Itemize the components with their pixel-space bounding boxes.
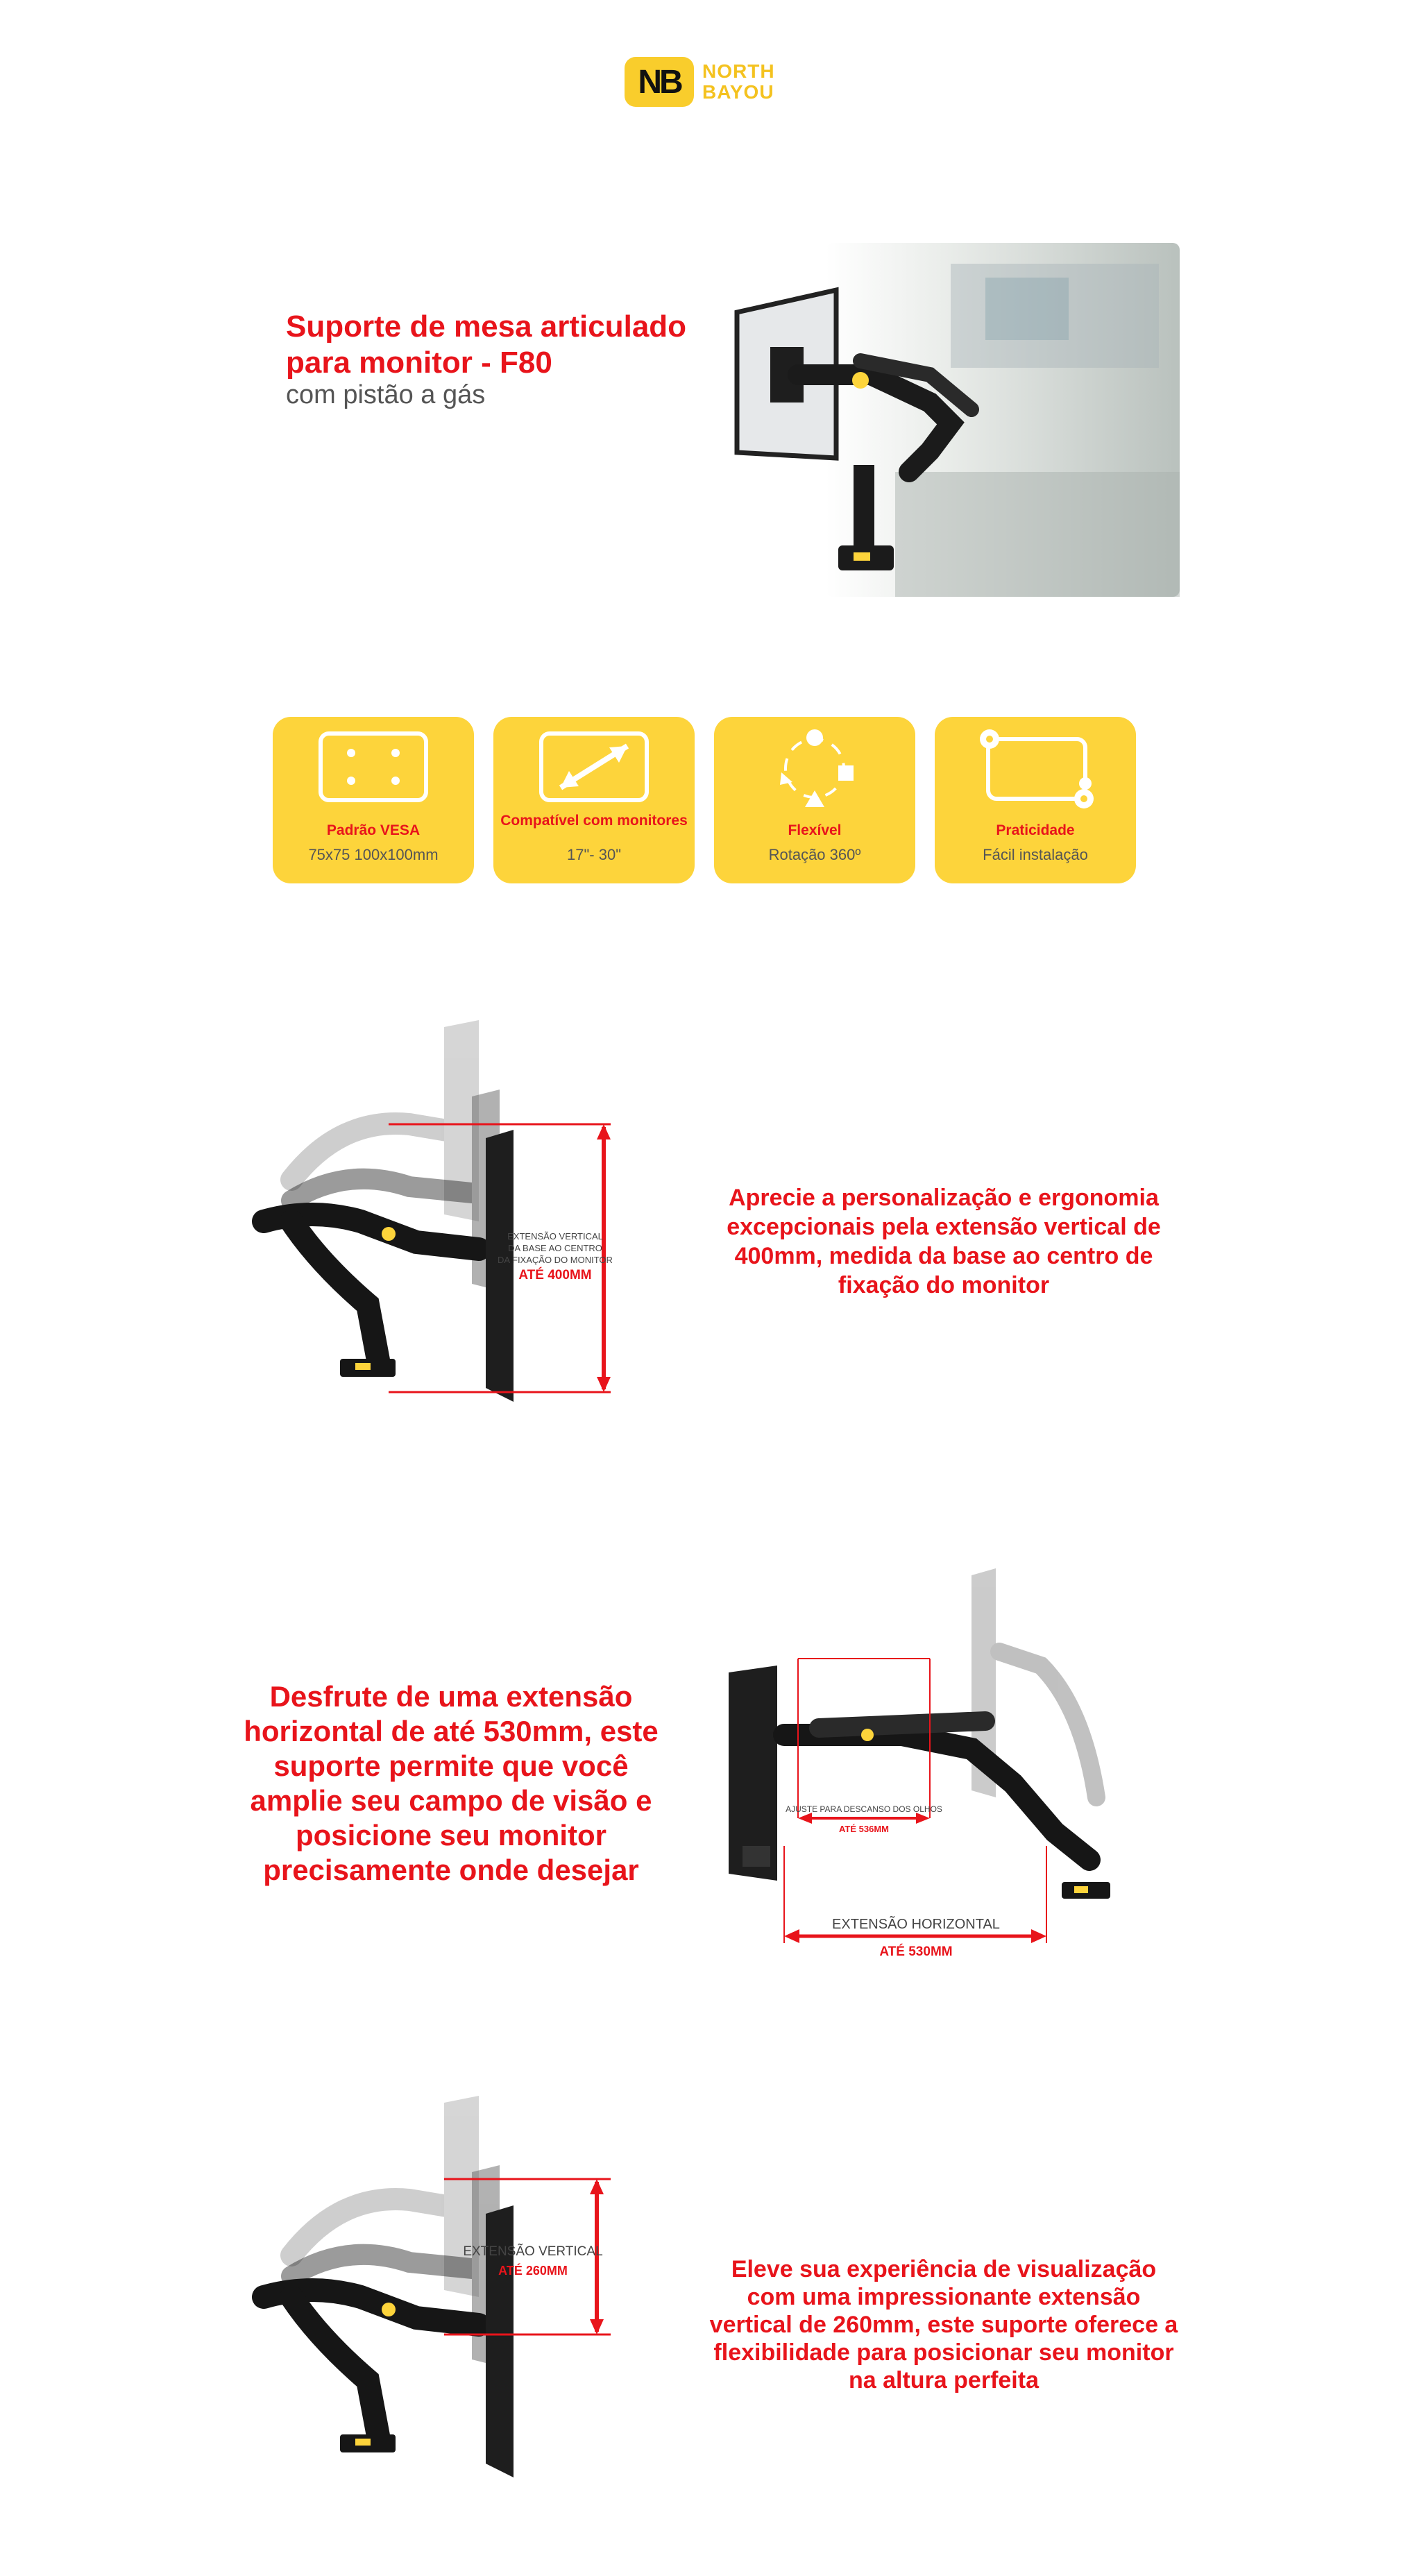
horizontal-value: ATÉ 530MM <box>879 1944 953 1959</box>
section1-text: Aprecie a personalização e ergonomia excepcionais pela extensão vertical de 400mm, medida da base ao centro de fixação do monitor <box>727 1185 1161 1298</box>
rest-value: ATÉ 536MM <box>839 1824 889 1834</box>
section2-text: Desfrute de uma extensão horizontal de até 530mm, este suporte permite que você amplie seu campo de visão e posicione seu monitor precisamente onde desejar <box>244 1680 659 1886</box>
feature-title: Compatível com monitores <box>500 813 688 829</box>
feature-card-flex <box>714 717 915 883</box>
feature-subtitle: Fácil instalação <box>983 846 1088 863</box>
diagram-value: ATÉ 260MM <box>498 2264 568 2278</box>
horizontal-530-diagram <box>722 1568 1194 1971</box>
feature-subtitle: 75x75 100x100mm <box>308 846 439 863</box>
rest-label: AJUSTE PARA DESCANSO DOS OLHOS <box>786 1804 942 1814</box>
vesa-icon <box>311 727 436 810</box>
logo-text-line2: BAYOU <box>702 81 774 103</box>
diagram-label-line: DA FIXAÇÃO DO MONITOR <box>498 1255 613 1265</box>
feature-subtitle: Rotação 360º <box>768 846 861 863</box>
feature-title: Praticidade <box>996 822 1075 838</box>
gears-icon <box>973 727 1098 810</box>
logo-text-line1: NORTH <box>702 60 775 82</box>
front-arm <box>729 1666 1110 1899</box>
section3-text: Eleve sua experiência de visualização com uma impressionante extensão vertical de 260mm, este suporte oferece a flexibilidade para posicionar seu monitor na altura perfeita <box>709 2256 1178 2393</box>
vertical-400-diagram <box>250 1013 666 1402</box>
logo-badge: NB <box>625 57 694 107</box>
diagram-value: ATÉ 400MM <box>518 1268 592 1282</box>
diagram-label: EXTENSÃO VERTICAL <box>463 2244 603 2259</box>
feature-title: Padrão VESA <box>326 822 421 838</box>
hero-subtitle: com pistão a gás <box>286 380 486 409</box>
hero-title: Suporte de mesa articulado para monitor - F80 <box>286 310 687 380</box>
diagram-label-line: DA BASE AO CENTRO <box>508 1243 602 1253</box>
feature-card-practical <box>935 717 1136 883</box>
horizontal-label: EXTENSÃO HORIZONTAL <box>832 1917 1000 1932</box>
diagonal-arrow-icon <box>532 727 656 810</box>
hero-product-image <box>722 243 1180 597</box>
feature-title: Flexível <box>788 822 842 838</box>
logo-text <box>702 61 775 103</box>
rotation-icon <box>752 727 877 810</box>
feature-card-vesa <box>273 717 474 883</box>
diagram-label-line: EXTENSÃO VERTICAL <box>507 1231 603 1242</box>
vertical-260-diagram <box>250 2089 666 2477</box>
brand-logo <box>625 54 791 110</box>
feature-subtitle: 17"- 30" <box>567 846 621 863</box>
feature-card-compat <box>493 717 695 883</box>
